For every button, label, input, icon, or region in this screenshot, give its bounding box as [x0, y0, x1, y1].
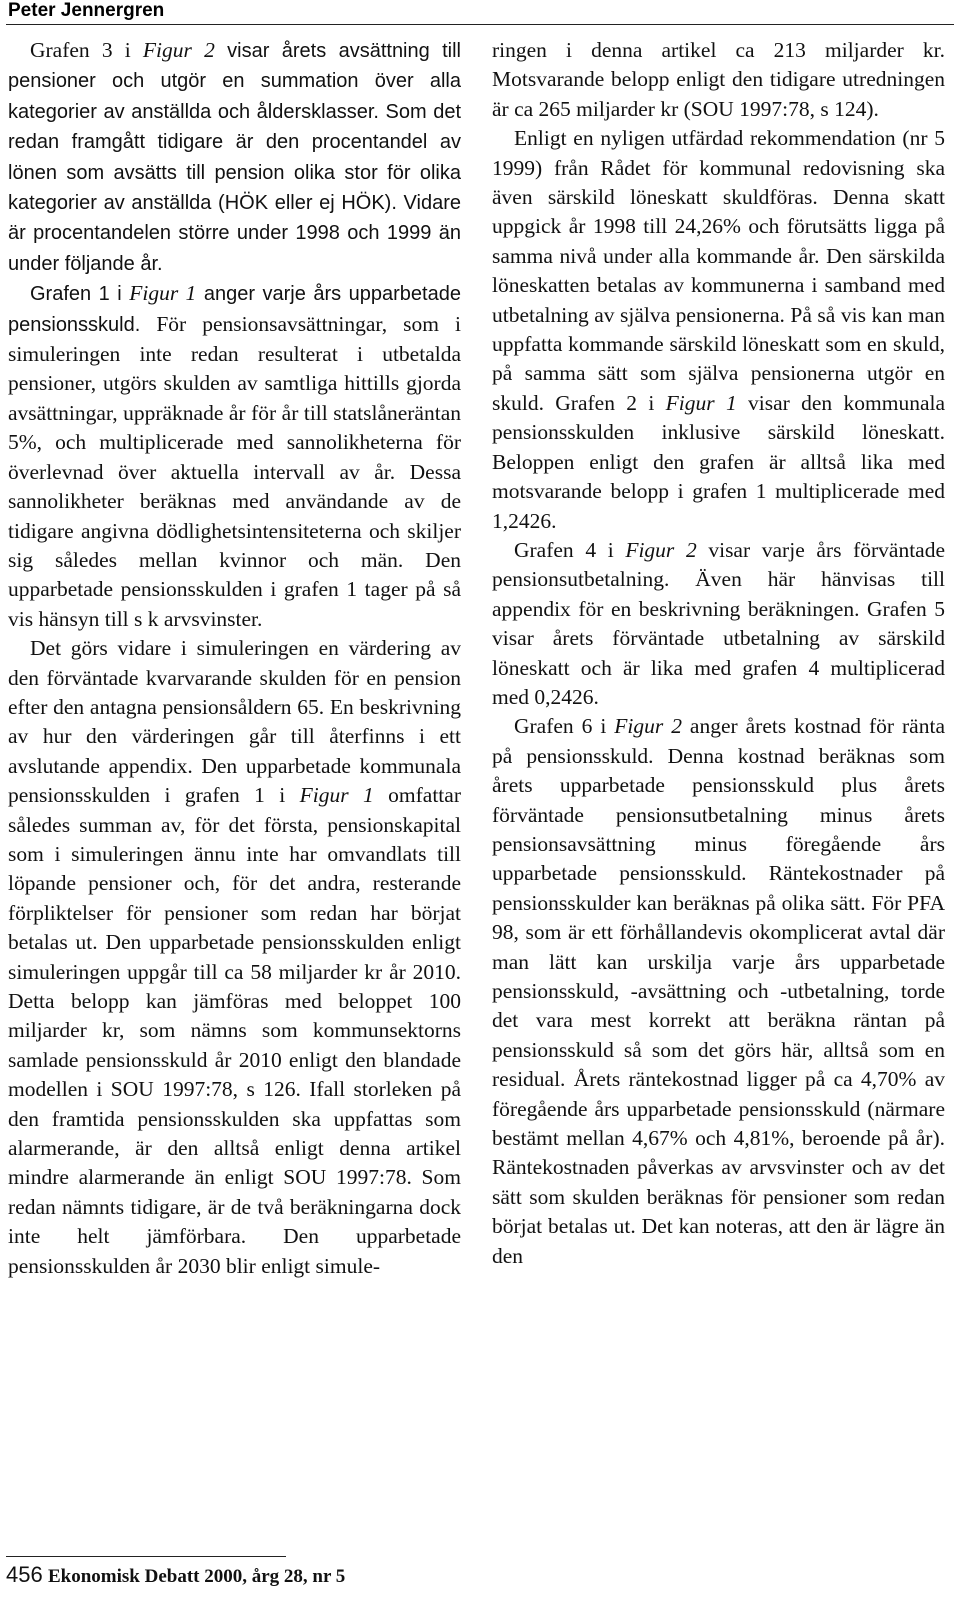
- text-run: Grafen 1 i: [30, 283, 130, 306]
- text-run: visar den kommunala pensionsskulden inklusive särskild löneskatt. Beloppen enligt den grafen är alltså lika med motsvarande belopp i grafen 1 multiplicerade med 1,2426.: [492, 390, 945, 533]
- right-column: [492, 36, 945, 1271]
- text-run: omfattar således summan av, för det första, pensionskapital som i simuleringen ännu inte har omvandlats till löpande pensioner och, för det andra, resterande förpliktelser för pensioner som redan har börjat betalas ut. Den upparbetade pensionsskulden enligt simuleringen uppgår till ca 58 miljarder kr år 2010. Detta belopp kan jämföras med beloppet 100 miljarder kr, som nämns som kommunsektorns samlade pensionsskuld år 2010 enligt den blandade modellen i SOU 1997:78, s 126. Ifall storleken på den framtida pensionsskulden ska uppfattas som alarmerande, är den alltså enligt denna artikel mindre alarmerande än enligt SOU 1997:78. Som redan nämnts tidigare, är de två beräkningarna dock inte helt jämförbara. Den upparbetade pensionsskulden år 2030 blir enligt simule-: [8, 783, 461, 1278]
- text-run: Det görs vidare i simuleringen en värdering av den förväntade kvarvarande skulden för en pension efter den antagna pensionsåldern 65. En beskrivning av hur den värderingen går till återfinns i ett avslutande appendix. Den upparbetade kommunala pensionsskulden i grafen 1 i: [8, 636, 461, 808]
- text-run: ringen i denna artikel ca 213 miljarder kr. Motsvarande belopp enligt den tidigare utredningen är ca 265 miljarder kr (SOU 1997:78, s 124).: [492, 38, 945, 121]
- text-run: anger årets kostnad för ränta på pensionsskuld. Denna kostnad beräknas som årets upparbetade pensionsskuld plus årets förväntade pensionsutbetalning minus årets pensionsavsättning minus föregående års upparbetade pensionsskuld. Räntekostnader på pensionsskulder kan beräknas på olika sätt. För PFA 98, som är ett förhållandevis okomplicerat avtal där man lätt kan urskilja varje års upparbetade pensionsskuld, -avsättning och -utbetalning, torde det vara mest korrekt att beräkna räntan på pensionsskuld så som det görs här, alltså som en residual. Årets räntekostnad ligger på ca 4,70% av föregående års upparbetade pensionsskuld (närmare bestämt mellan 4,67% och 4,81%, beroende på år). Räntekostnaden påverkas av arvsvinster och av det sätt som skulden beräknas för pensioner som redan börjat betalas ut. Det kan noteras, att den är lägre än den: [492, 714, 945, 1268]
- page-footer: [6, 1562, 345, 1590]
- text-run: Grafen 4 i: [514, 537, 626, 562]
- figure-reference: Figur 2: [142, 38, 215, 62]
- figure-reference: Figur 2: [625, 537, 697, 562]
- text-run: För pensionsavsättningar, som i simuleringen inte redan resulterat i utbetalda pensioner, utgörs skulden av samtliga hittills gjorda avsättningar, uppräknade år för år till statslåneräntan 5%, och multiplicerade med sannolikheterna för överlevnad över aktuella intervall av år. Dessa sannolikheter beräknas med användande av de tidigare angivna dödlighetsintensiteterna och skiljer sig således mellan kvinnor och män. Den upparbetade pensionsskulden i grafen 1 tager på så vis hänsyn till s k arvsvinster.: [8, 311, 461, 631]
- running-header: [6, 0, 954, 25]
- figure-reference: Figur 2: [614, 714, 682, 739]
- text-run: anger varje års upparbetade pensionsskuld.: [8, 283, 461, 336]
- author-name: Peter Jennergren: [8, 0, 165, 21]
- footer-divider: [6, 1556, 286, 1557]
- text-run: Grafen 6 i: [514, 714, 615, 739]
- paragraph: [8, 36, 461, 279]
- figure-reference: Figur 1: [299, 783, 374, 808]
- figure-reference: Figur 1: [665, 390, 737, 415]
- journal-citation: Ekonomisk Debatt 2000, årg 28, nr 5: [47, 1566, 346, 1587]
- left-column: [8, 36, 461, 1281]
- text-run: visar årets avsättning till pensioner och utgör en summation över alla kategorier av anställda och åldersklasser. Som det redan framgått tidigare är den procentandel av lönen som avsätts till pension olika stor för olika kategorier av anställda (HÖK eller ej HÖK). Vidare är procentandelen större under 1998 och 1999 än under följande år.: [8, 40, 461, 275]
- figure-reference: Figur 1: [129, 281, 197, 306]
- paragraph: [8, 634, 461, 1281]
- text-run: visar varje års förväntade pensionsutbetalning. Även här hänvisas till appendix för en beskrivning beräkningen. Grafen 5 visar årets förväntade utbetalning av särskild löneskatt och är lika med grafen 4 multiplicerad med 0,2426.: [492, 537, 946, 709]
- paragraph: [492, 536, 945, 712]
- paragraph: [492, 36, 945, 124]
- paragraph: [8, 279, 461, 634]
- paragraph: [492, 124, 945, 536]
- page-number: 456: [6, 1562, 43, 1587]
- text-run: Enligt en nyligen utfärdad rekommendation (nr 5 1999) från Rådet för kommunal redovisning ska även särskild löneskatt skuldföras. Denna skatt uppgick år 1998 till 24,26% och förutsätts ligga på samma nivå under alla kommande år. Den särskilda löneskatten betalas av kommunerna i samband med utbetalning av själva pensionerna. På så vis kan man uppfatta kommande särskild löneskatt som en skuld, på samma sätt som själva pensionerna utgör en skuld. Grafen 2 i: [492, 126, 945, 415]
- text-run: Grafen 3 i: [30, 38, 143, 62]
- paragraph: [492, 712, 945, 1271]
